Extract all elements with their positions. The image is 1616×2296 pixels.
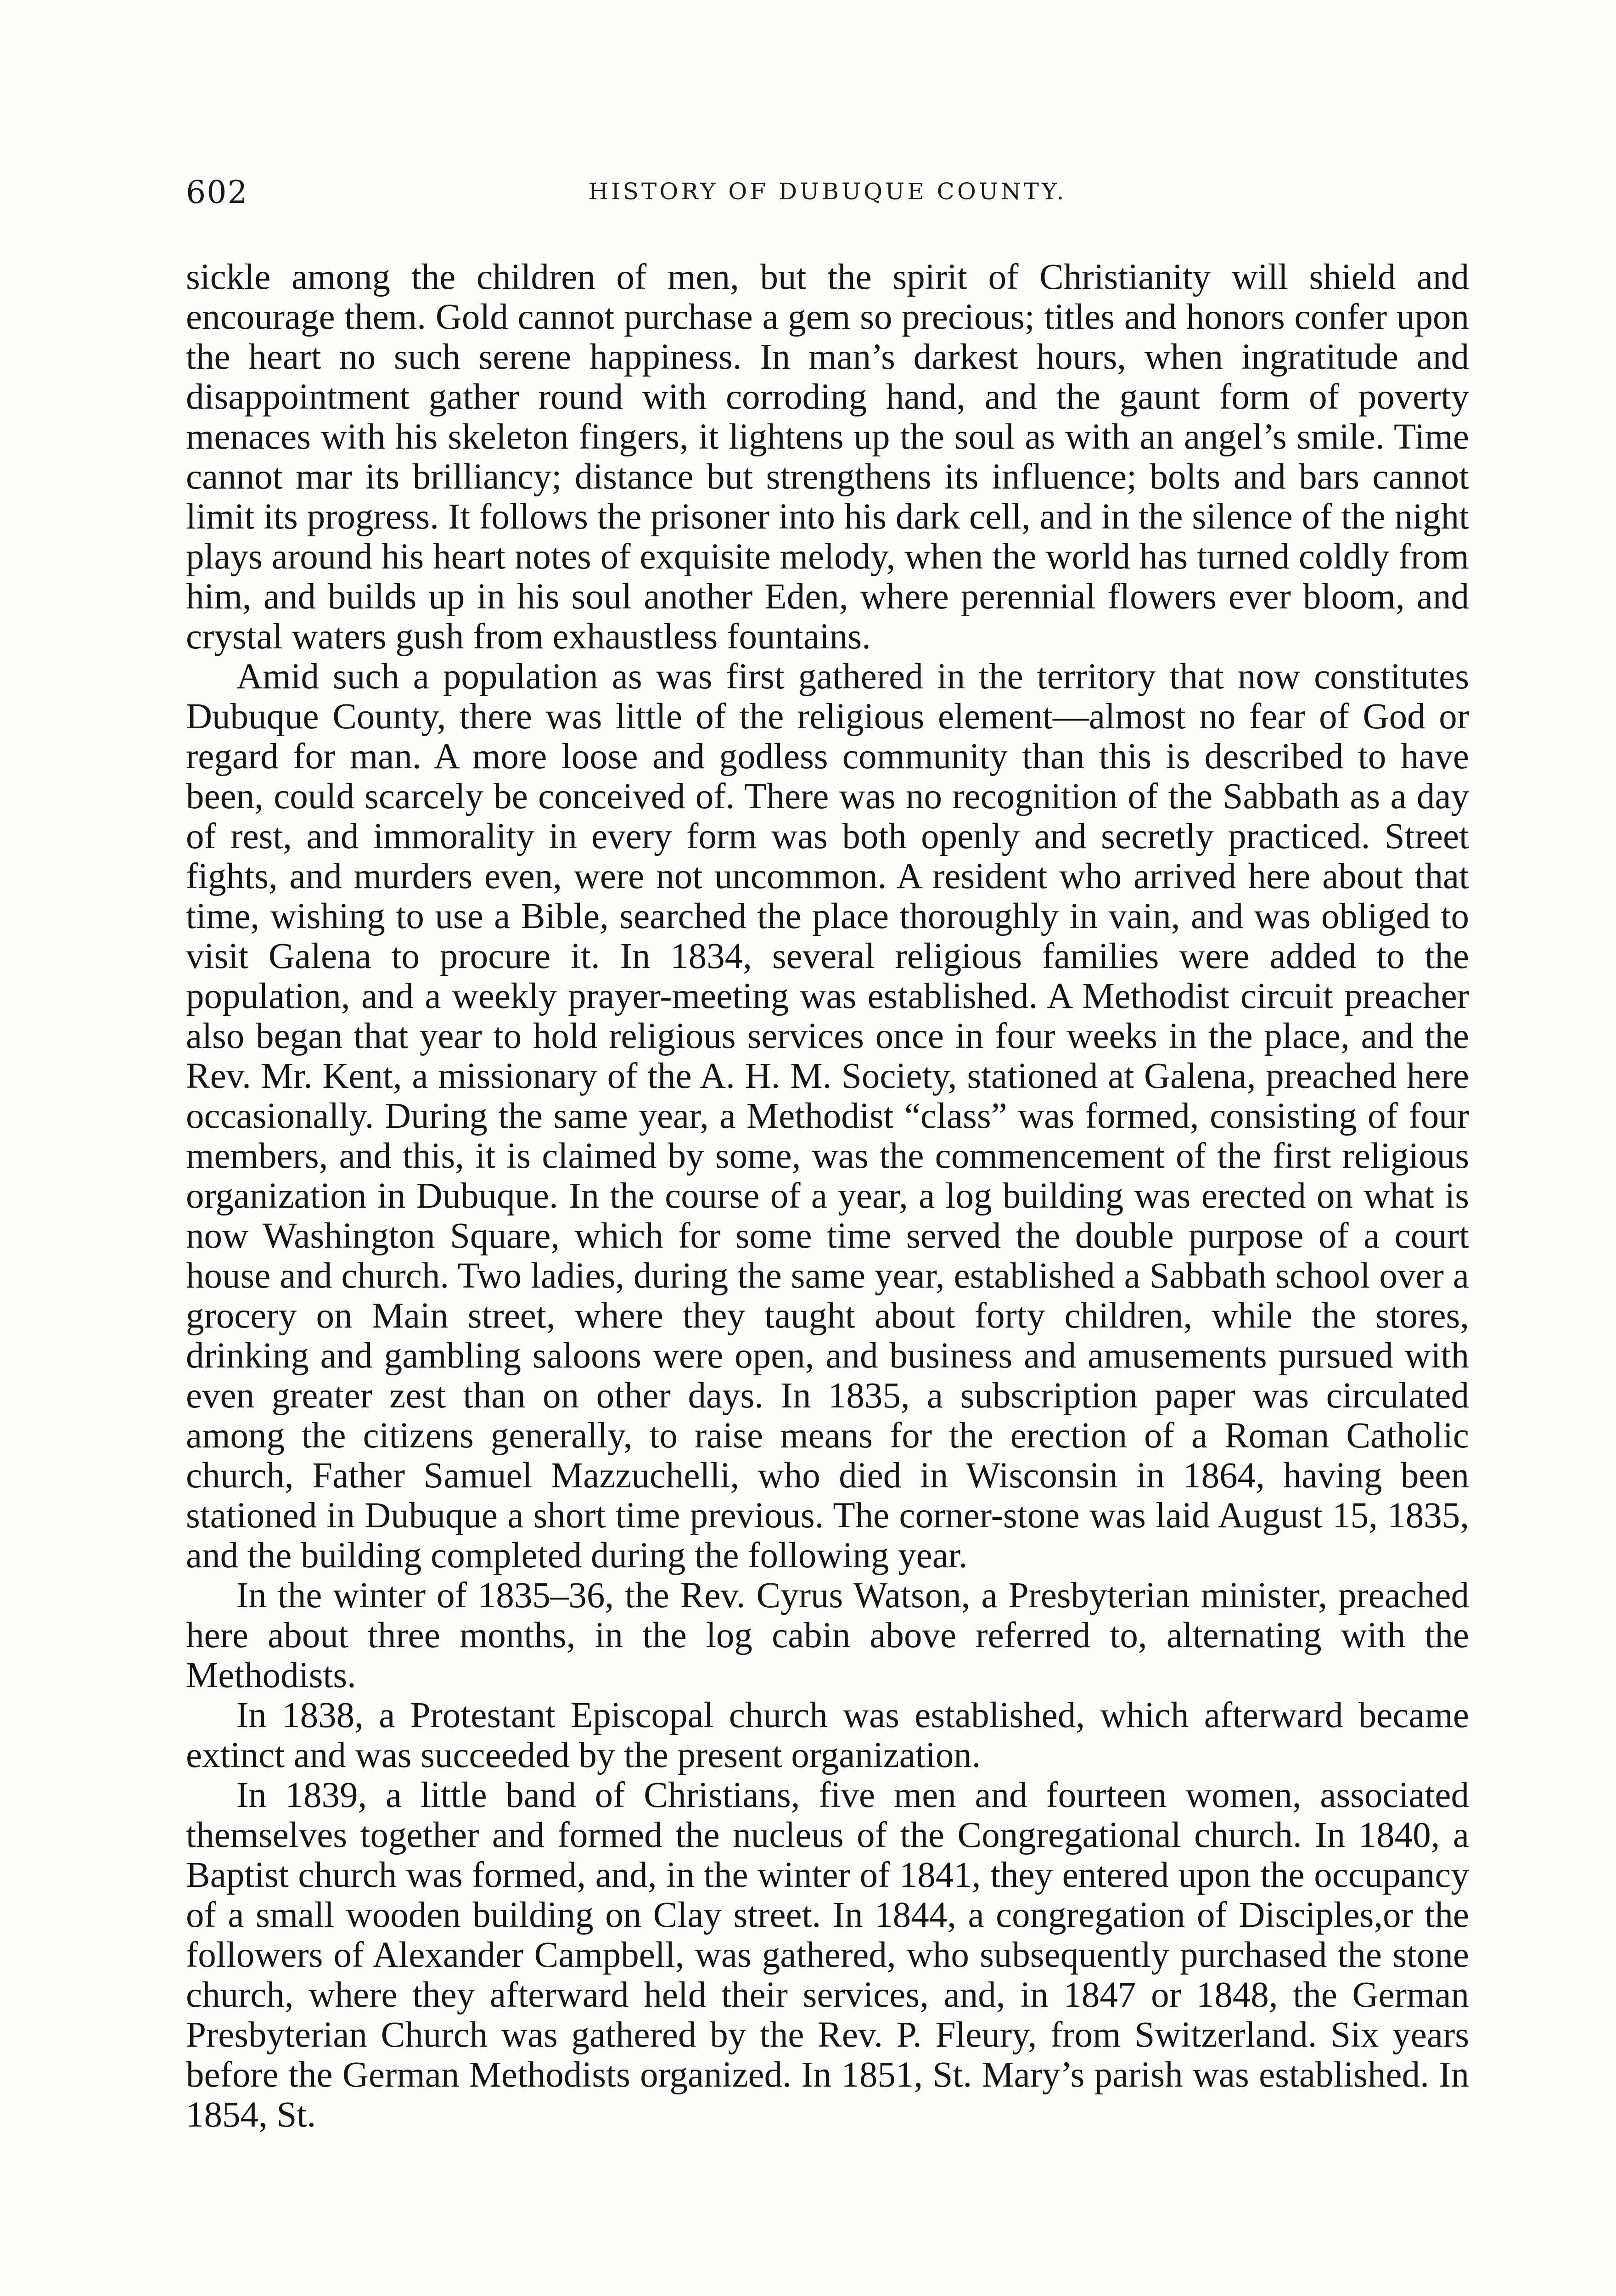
paragraph-episcopal: In 1838, a Protestant Episcopal church was established, which afterward became extinct and was succeeded by the present organization. — [186, 1695, 1469, 1775]
running-title: HISTORY OF DUBUQUE COUNTY. — [588, 178, 1067, 205]
page-number: 602 — [186, 174, 248, 211]
running-head — [186, 174, 1469, 225]
paragraph-early-religion: Amid such a population as was first gathered in the territory that now constitutes Dubuque County, there was little of the religious element—almost no fear of God or regard for man. A more loose and godless community than this is described to have been, could scarcely be conceived of. There was no recognition of the Sabbath as a day of rest, and immorality in every form was both openly and secretly practiced. Street fights, and murders even, were not uncommon. A resident who arrived here about that time, wishing to use a Bible, searched the place thoroughly in vain, and was obliged to visit Galena to procure it. In 1834, several religious families were added to the population, and a weekly prayer-meeting was established. A Methodist circuit preacher also began that year to hold religious services once in four weeks in the place, and the Rev. Mr. Kent, a missionary of the A. H. M. Society, stationed at Galena, preached here occasionally. During the same year, a Methodist “class” was formed, consisting of four members, and this, it is claimed by some, was the commencement of the first religious organization in Dubuque. In the course of a year, a log building was erected on what is now Washington Square, which for some time served the double purpose of a court house and church. Two ladies, during the same year, established a Sabbath school over a grocery on Main street, where they taught about forty children, while the stores, drinking and gambling saloons were open, and business and amusements pursued with even greater zest than on other days. In 1835, a subscription paper was circulated among the citizens generally, to raise means for the erection of a Roman Catholic church, Father Samuel Mazzuchelli, who died in Wisconsin in 1864, having been stationed in Dubuque a short time previous. The corner-stone was laid August 15, 1835, and the building completed during the following year. — [186, 657, 1469, 1576]
paragraph-congregations: In 1839, a little band of Christians, five men and fourteen women, associated themselves together and formed the nucleus of the Congregational church. In 1840, a Baptist church was formed, and, in the winter of 1841, they entered upon the occupancy of a small wooden building on Clay street. In 1844, a congregation of Disciples,or the followers of Alexander Campbell, was gathered, who subsequently purchased the stone church, where they afterward held their services, and, in 1847 or 1848, the German Presbyterian Church was gathered by the Rev. P. Fleury, from Switzerland. Six years before the German Methodists organized. In 1851, St. Mary’s parish was established. In 1854, St. — [186, 1775, 1469, 2135]
body-text — [186, 257, 1469, 2135]
paragraph-presbyterian: In the winter of 1835–36, the Rev. Cyrus Watson, a Presbyterian minister, preached here about three months, in the log cabin above referred to, alternating with the Methodists. — [186, 1576, 1469, 1695]
paragraph-continued: sickle among the children of men, but the spirit of Christianity will shield and encourage them. Gold cannot purchase a gem so precious; titles and honors confer upon the heart no such serene happiness. In man’s darkest hours, when ingratitude and disappointment gather round with corroding hand, and the gaunt form of poverty menaces with his skeleton fingers, it lightens up the soul as with an angel’s smile. Time cannot mar its brilliancy; distance but strengthens its influence; bolts and bars cannot limit its progress. It follows the prisoner into his dark cell, and in the silence of the night plays around his heart notes of exquisite melody, when the world has turned coldly from him, and builds up in his soul another Eden, where perennial flowers ever bloom, and crystal waters gush from exhaustless fountains. — [186, 257, 1469, 657]
